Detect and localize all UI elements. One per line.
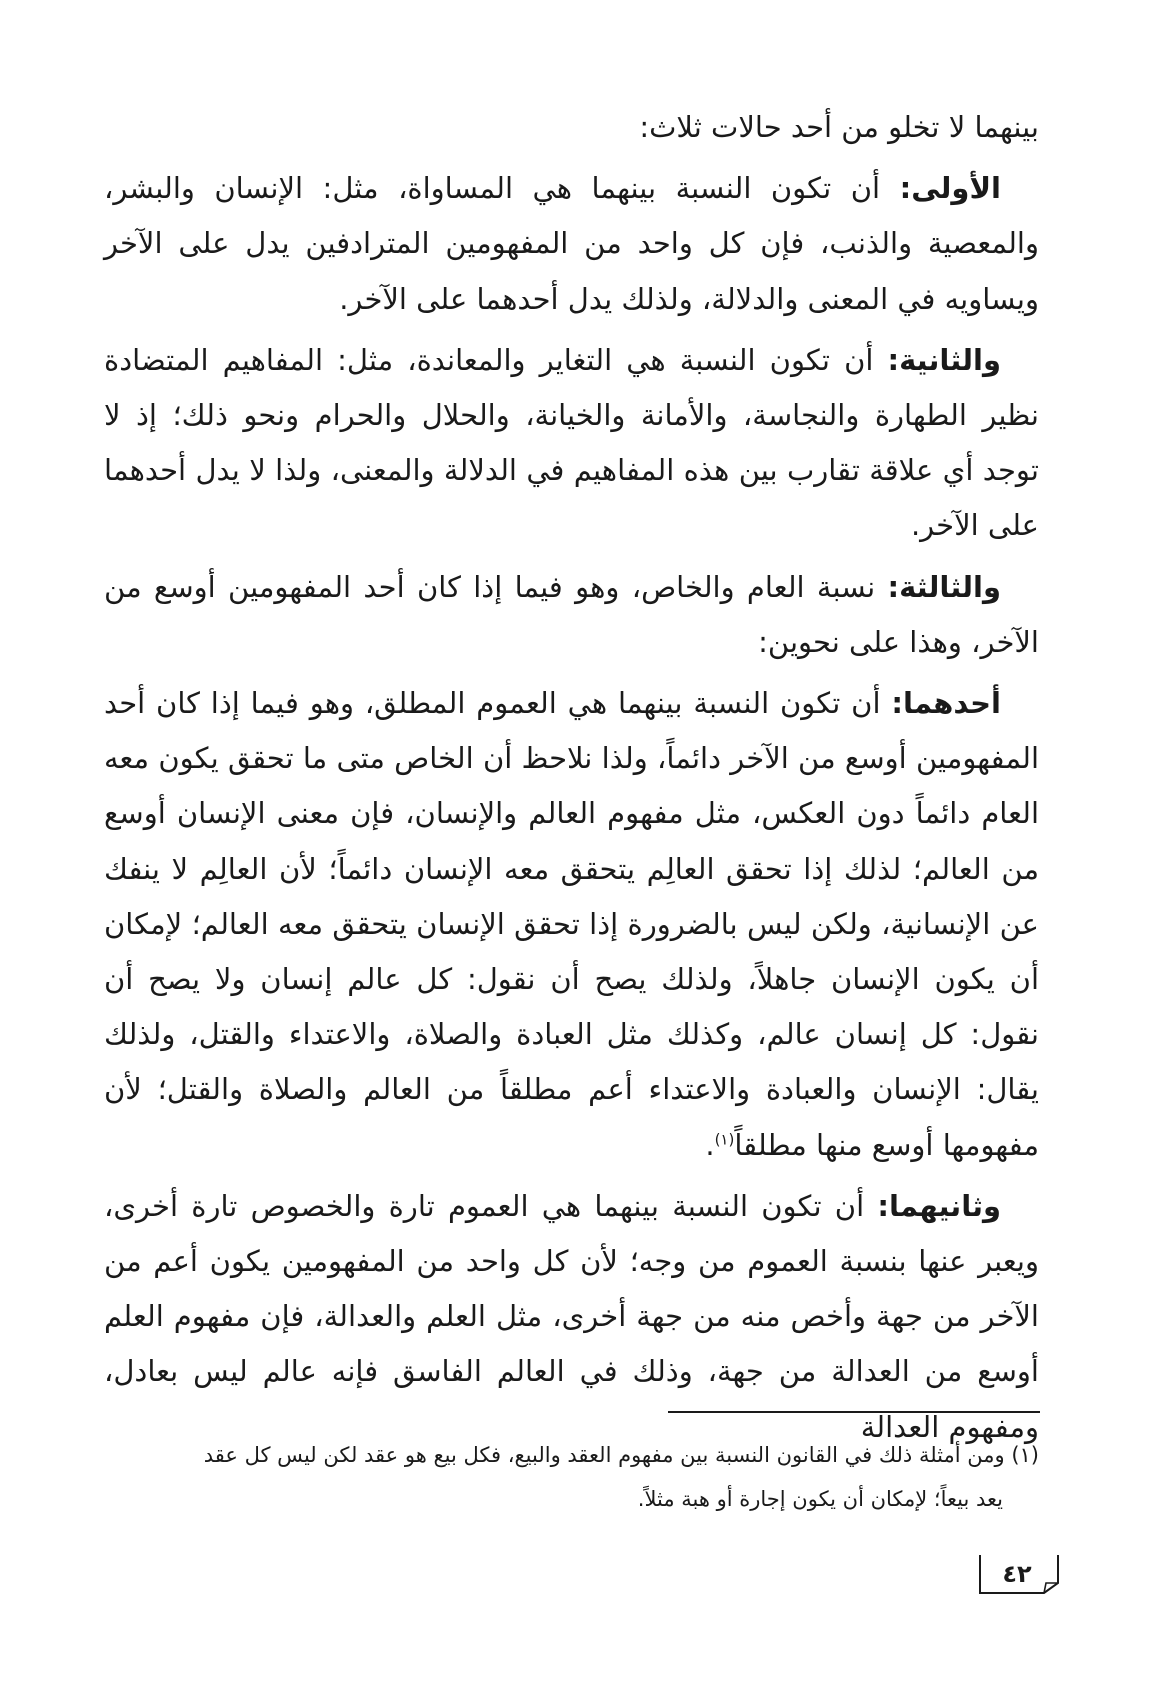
- paragraph-lead: الأولى:: [899, 171, 1001, 206]
- paragraph-lead: أحدهما:: [891, 686, 1001, 721]
- paragraph-text: أن تكون النسبة بينهما هي العموم المطلق، وهو فيما إذا كان أحد المفهومين أوسع من الآخر دائماً، ولذا نلاحظ أن الخاص متى ما تحقق يكون معه العام دائماً دون العكس، مثل مفهوم العالم والإنسان، فإن معنى الإنسان أوسع من العالم؛ لذلك إذا تحقق العالِم يتحقق معه الإنسان دائماً؛ لأن العالِم لا ينفك عن الإنسانية، ولكن ليس بالضرورة إذا تحقق الإنسان يتحقق معه العالم؛ لإمكان أن يكون الإنسان جاهلاً، ولذلك يصح أن نقول: كل عالم إنسان ولا يصح أن نقول: كل إنسان عالم، وكذلك مثل العبادة والصلاة، والاعتداء والقتل، ولذلك يقال: الإنسان والعبادة والاعتداء أعم مطلقاً من العالم والصلاة والقتل؛ لأن مفهومها أوسع منها مطلقاً: [104, 686, 1039, 1162]
- paragraph-second-case: [104, 333, 1039, 554]
- footnote: [104, 1433, 1039, 1521]
- paragraph-second-type: [104, 1179, 1039, 1455]
- paragraph-lead: والثالثة:: [887, 569, 1001, 604]
- paragraph-third-case: [104, 560, 1039, 670]
- footnote-line: يعد بيعاً؛ لإمكان أن يكون إجارة أو هبة مثلاً.: [637, 1487, 1003, 1511]
- paragraph-text: أن تكون النسبة بينهما هي العموم تارة والخصوص تارة أخرى، ويعبر عنها بنسبة العموم من وجه؛ لأن كل واحد من المفهومين يكون أعم من الآخر من جهة وأخص منه من جهة أخرى، مثل العلم والعدالة، فإن مفهوم العلم أوسع من العدالة من جهة، وذلك في العالم الفاسق فإنه عالم ليس بعادل، ومفهوم العدالة: [104, 1188, 1039, 1444]
- paragraph-first-type: [104, 676, 1039, 1173]
- paragraph-first-case: [104, 161, 1039, 327]
- paragraph-text: بينهما لا تخلو من أحد حالات ثلاث:: [639, 110, 1039, 144]
- main-text: [104, 100, 1039, 1461]
- footnote-divider: [668, 1411, 1040, 1413]
- paragraph-intro: [104, 100, 1039, 155]
- footnote-reference: (١): [714, 1130, 735, 1148]
- paragraph-text: نسبة العام والخاص، وهو فيما إذا كان أحد المفهومين أوسع من الآخر، وهذا على نحوين:: [104, 569, 1039, 659]
- footnote-line: (١) ومن أمثلة ذلك في القانون النسبة بين مفهوم العقد والبيع، فكل بيع هو عقد لكن ليس كل عقد: [203, 1443, 1039, 1467]
- paragraph-text: أن تكون النسبة هي التغاير والمعاندة، مثل: المفاهيم المتضادة نظير الطهارة والنجاسة، والأمانة والخيانة، والحلال والحرام ونحو ذلك؛ إذ لا توجد أي علاقة تقارب بين هذه المفاهيم في الدلالة والمعنى، ولذا لا يدل أحدهما على الآخر.: [104, 342, 1039, 543]
- paragraph-end: .: [705, 1127, 715, 1162]
- paragraph-text: أن تكون النسبة بينهما هي المساواة، مثل: الإنسان والبشر، والمعصية والذنب، فإن كل واحد من المفهومين المترادفين يدل على الآخر ويساويه في المعنى والدلالة، ولذلك يدل أحدهما على الآخر.: [104, 171, 1039, 316]
- page-number: ٤٢: [1002, 1560, 1032, 1588]
- paragraph-lead: والثانية:: [887, 342, 1001, 377]
- page-number-frame: [978, 1553, 1066, 1599]
- paragraph-lead: وثانيهما:: [877, 1188, 1001, 1223]
